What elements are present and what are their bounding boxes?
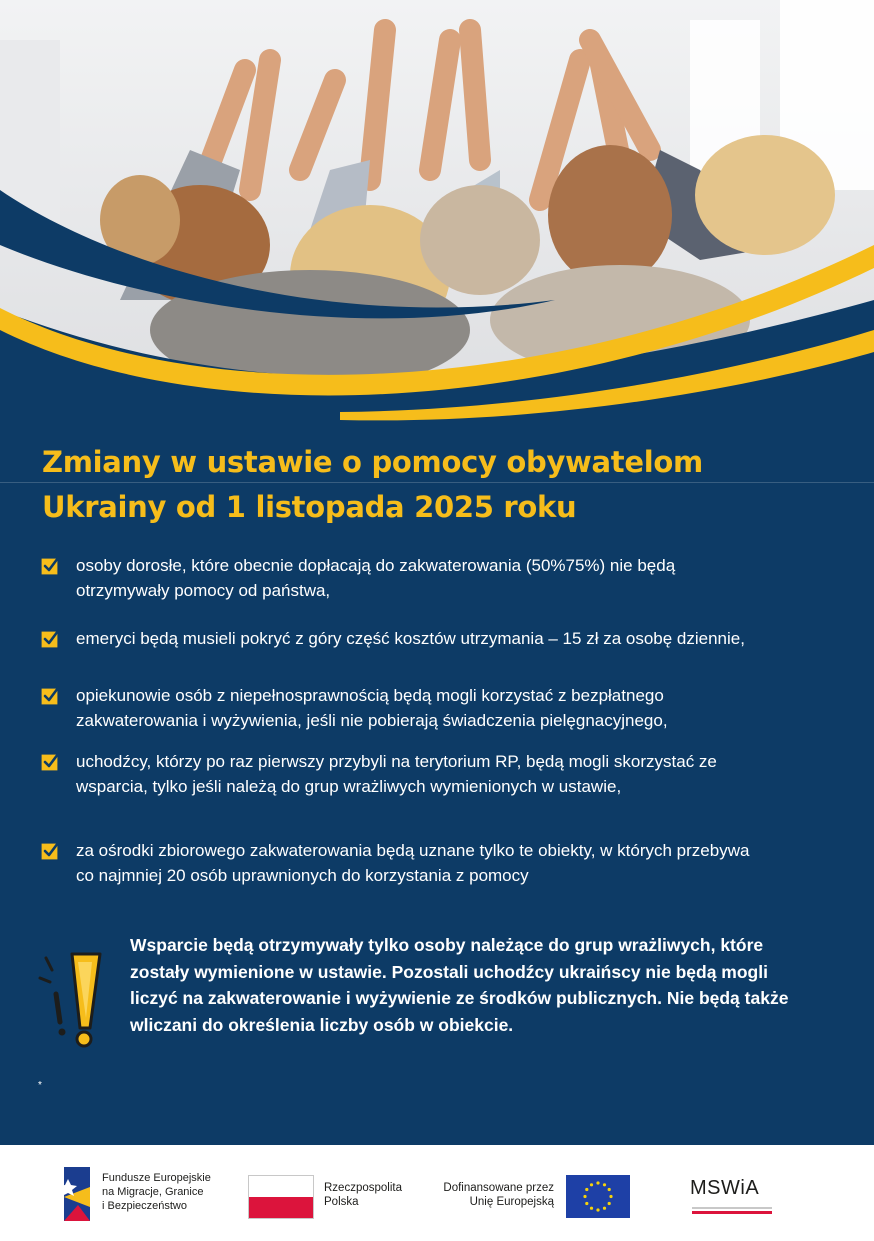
mswia-text: MSWiA	[690, 1177, 760, 1199]
footer-logos	[0, 1145, 874, 1241]
exclamation-icon	[38, 950, 110, 1050]
list-item-text: opiekunowie osób z niepełnosprawnością będą mogli korzystać z bezpłatnego zakwaterowania i wyżywienia, jeśli nie pobierają świadczenia pielęgnacyjnego,	[76, 686, 668, 730]
checkbox-check-icon	[40, 628, 61, 649]
mswia-line	[692, 1211, 772, 1214]
footnote: *	[38, 1080, 42, 1091]
hero-waves	[0, 0, 874, 440]
eu-cofinancing-logo	[430, 1173, 630, 1219]
checkbox-check-icon	[40, 685, 61, 706]
list-item-text: uchodźcy, którzy po raz pierwszy przybyli na terytorium RP, będą mogli skorzystać ze wsparcia, tylko jeśli należą do grup wrażliwych wymienionych w ustawie,	[76, 752, 717, 796]
hero-banner	[0, 0, 874, 440]
eu-cofinancing-text: Dofinansowane przez Unię Europejską	[443, 1182, 554, 1208]
eu-funds-text: Fundusze Europejskie na Migracje, Granice i Bezpieczeństwo	[102, 1172, 211, 1212]
list-item-text: osoby dorosłe, które obecnie dopłacają do zakwaterowania (50%75%) nie będą otrzymywały pomocy od państwa,	[76, 556, 676, 600]
eu-funds-icon	[60, 1167, 94, 1221]
checkbox-check-icon	[40, 751, 61, 772]
polish-flag-icon	[248, 1175, 314, 1219]
eu-funds-logo	[60, 1165, 250, 1221]
page-title-line-1: Zmiany w ustawie o pomocy obywatelom	[42, 445, 703, 479]
list-item-text: emeryci będą musieli pokryć z góry część kosztów utrzymania – 15 zł za osobę dziennie,	[76, 629, 745, 648]
eu-flag-icon	[566, 1175, 630, 1218]
title-divider	[0, 482, 874, 483]
checkbox-check-icon	[40, 840, 61, 861]
page-title-line-2: Ukrainy od 1 listopada 2025 roku	[42, 490, 577, 524]
mswia-line	[692, 1207, 772, 1209]
polska-text: Rzeczpospolita Polska	[324, 1182, 402, 1208]
checkbox-check-icon	[40, 555, 61, 576]
mswia-logo	[690, 1177, 774, 1217]
polska-logo	[248, 1173, 418, 1223]
notice-text: Wsparcie będą otrzymywały tylko osoby należące do grup wrażliwych, które zostały wymienione w ustawie. Pozostali uchodźcy ukraińscy nie będą mogli liczyć na zakwaterowanie i wyżywienie ze środków publicznych. Nie będą także wliczani do określenia liczby osób w obiekcie.	[130, 935, 789, 1035]
list-item-text: za ośrodki zbiorowego zakwaterowania będą uznane tylko te obiekty, w których przebywa co najmniej 20 osób uprawnionych do korzystania z pomocy	[76, 841, 750, 885]
